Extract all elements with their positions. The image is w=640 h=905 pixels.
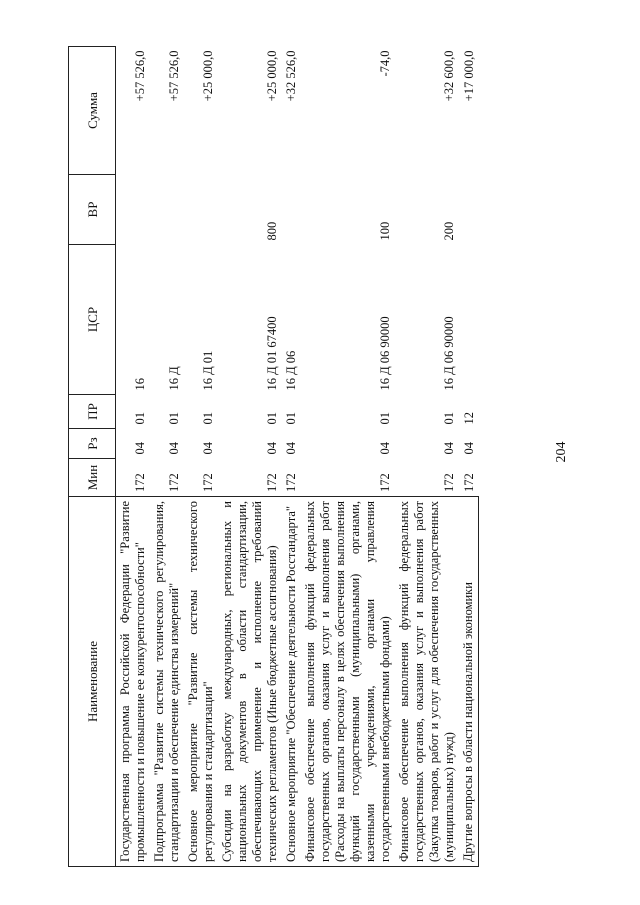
row-min: 172 [461,473,476,492]
row-vr [116,175,151,245]
table-row [459,47,479,867]
row-name: Субсидии на разработку международных, региональных и национальных документов в области стандартизации, обеспечивающих применение и исполнение требований технических регламентов (Иные бюджетные ассигнования) [218,497,282,867]
row-sum: +57 526,0 [133,50,147,102]
rotated-table-frame [68,47,546,867]
row-vr [282,175,301,245]
row-rz: 04 [461,442,476,455]
row-name: Финансовое обеспечение выполнения функций федеральных государственных органов, оказания услуг и выполнения работ (Закупка товаров, работ и услуг для обеспечения государственных (муниципальных) нужд) [395,497,459,867]
budget-table [68,46,479,867]
table-row [184,47,218,867]
table-row [282,47,301,867]
row-rz: 04 [201,442,215,455]
header-pr: ПР [69,395,116,429]
row-min: 172 [201,473,215,492]
row-pr: 01 [442,412,456,425]
row-sum: +32 526,0 [284,50,298,102]
table-row [116,47,151,867]
row-vr: 100 [378,221,392,241]
row-name: Другие вопросы в области национальной экономики [459,497,479,867]
row-name: Государственная программа Российской Федерации "Развитие промышленности и повышение ее конкурентоспособности" [116,497,151,867]
row-vr: 200 [442,221,456,241]
row-name: Основное мероприятие "Обеспечение деятельности Росстандарта" [282,497,301,867]
row-min: 172 [265,473,279,492]
row-vr [184,175,218,245]
header-name: Наименование [69,497,116,867]
row-sum: +57 526,0 [167,50,181,102]
row-csr: 16 Д 06 90000 [378,316,392,391]
row-csr: 16 Д 01 [201,350,215,391]
row-pr: 01 [284,412,298,425]
row-rz: 04 [442,442,456,455]
row-name: Подпрограмма "Развитие системы технического регулирования, стандартизации и обеспечение единства измерений" [150,497,184,867]
row-min: 172 [133,473,147,492]
row-pr: 01 [378,412,392,425]
row-rz: 04 [167,442,181,455]
row-vr [459,175,479,245]
row-csr: 16 Д [167,366,181,391]
row-pr: 01 [201,412,215,425]
row-name: Основное мероприятие "Развитие системы технического регулирования и стандартизации" [184,497,218,867]
page-number: 204 [554,441,569,463]
row-sum: +17 000,0 [461,50,476,102]
row-name: Финансовое обеспечение выполнения функций федеральных государственных органов, оказания услуг и выполнения работ (Расходы на выплаты персоналу в целях обеспечения выполнения функций государственными (муниципальными) органами, казенными учреждениями, органами управления государственными внебюджетными фондами) [301,497,395,867]
row-sum: +25 000,0 [265,50,279,102]
row-csr: 16 Д 01 67400 [265,316,279,391]
row-pr: 01 [265,412,279,425]
row-csr: 16 [133,378,147,391]
row-min: 172 [167,473,181,492]
header-csr: ЦСР [69,245,116,395]
row-csr: 16 Д 06 90000 [442,316,456,391]
header-sum: Сумма [69,47,116,175]
row-csr: 16 Д 06 [284,350,298,391]
header-min: Мин [69,459,116,497]
row-sum: +25 000,0 [201,50,215,102]
table-row [218,47,282,867]
row-vr [150,175,184,245]
row-pr: 01 [167,412,181,425]
table-row [395,47,459,867]
row-csr [459,245,479,395]
table-row [150,47,184,867]
row-pr: 12 [461,412,476,425]
header-vr: ВР [69,175,116,245]
row-rz: 04 [284,442,298,455]
row-rz: 04 [378,442,392,455]
header-rz: Рз [69,429,116,459]
row-min: 172 [284,473,298,492]
row-min: 172 [442,473,456,492]
row-rz: 04 [265,442,279,455]
row-min: 172 [378,473,392,492]
row-sum: -74,0 [378,50,392,77]
row-pr: 01 [133,412,147,425]
row-sum: +32 600,0 [442,50,456,102]
row-rz: 04 [133,442,147,455]
header-row [69,47,116,867]
row-vr: 800 [265,221,279,241]
table-row [301,47,395,867]
